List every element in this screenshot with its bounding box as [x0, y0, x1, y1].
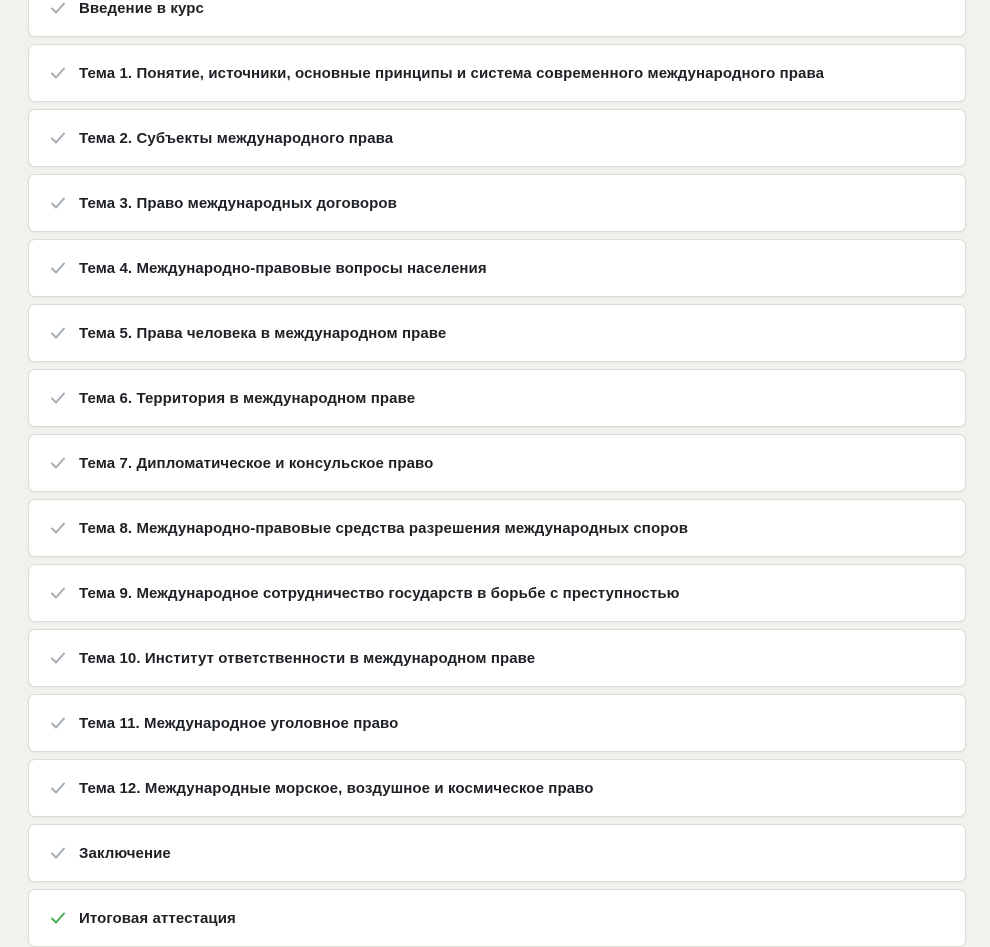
check-icon	[49, 64, 67, 82]
section-card-topic-4[interactable]	[28, 239, 966, 297]
section-title: Итоговая аттестация	[79, 909, 236, 927]
section-card-topic-11[interactable]	[28, 694, 966, 752]
section-title: Тема 9. Международное сотрудничество государств в борьбе с преступностью	[79, 584, 680, 602]
section-card-topic-7[interactable]	[28, 434, 966, 492]
section-title: Тема 12. Международные морское, воздушное и космическое право	[79, 779, 594, 797]
check-icon	[49, 129, 67, 147]
check-icon	[49, 714, 67, 732]
section-card-final-assessment[interactable]	[28, 889, 966, 947]
section-card-topic-12[interactable]	[28, 759, 966, 817]
section-card-topic-2[interactable]	[28, 109, 966, 167]
check-icon	[49, 389, 67, 407]
check-icon	[49, 259, 67, 277]
section-card-topic-6[interactable]	[28, 369, 966, 427]
section-card-conclusion[interactable]	[28, 824, 966, 882]
check-icon	[49, 779, 67, 797]
section-title: Тема 5. Права человека в международном праве	[79, 324, 447, 342]
check-icon	[49, 844, 67, 862]
section-card-topic-3[interactable]	[28, 174, 966, 232]
section-title: Заключение	[79, 844, 171, 862]
check-icon	[49, 454, 67, 472]
section-card-topic-8[interactable]	[28, 499, 966, 557]
section-title: Тема 8. Международно-правовые средства разрешения международных споров	[79, 519, 689, 537]
section-card-topic-1[interactable]	[28, 44, 966, 102]
section-title: Тема 3. Право международных договоров	[79, 194, 397, 212]
section-card-topic-10[interactable]	[28, 629, 966, 687]
section-title: Введение в курс	[79, 0, 204, 17]
check-icon	[49, 194, 67, 212]
check-icon	[49, 324, 67, 342]
check-icon	[49, 909, 67, 927]
section-title: Тема 11. Международное уголовное право	[79, 714, 399, 732]
section-card-intro[interactable]	[28, 0, 966, 37]
section-title: Тема 4. Международно-правовые вопросы населения	[79, 259, 487, 277]
section-card-topic-5[interactable]	[28, 304, 966, 362]
section-card-topic-9[interactable]	[28, 564, 966, 622]
section-title: Тема 2. Субъекты международного права	[79, 129, 394, 147]
section-title: Тема 6. Территория в международном праве	[79, 389, 416, 407]
check-icon	[49, 649, 67, 667]
check-icon	[49, 584, 67, 602]
section-title: Тема 1. Понятие, источники, основные принципы и система современного международного права	[79, 64, 825, 82]
section-title: Тема 7. Дипломатическое и консульское право	[79, 454, 434, 472]
check-icon	[49, 0, 67, 17]
section-title: Тема 10. Институт ответственности в международном праве	[79, 649, 536, 667]
check-icon	[49, 519, 67, 537]
